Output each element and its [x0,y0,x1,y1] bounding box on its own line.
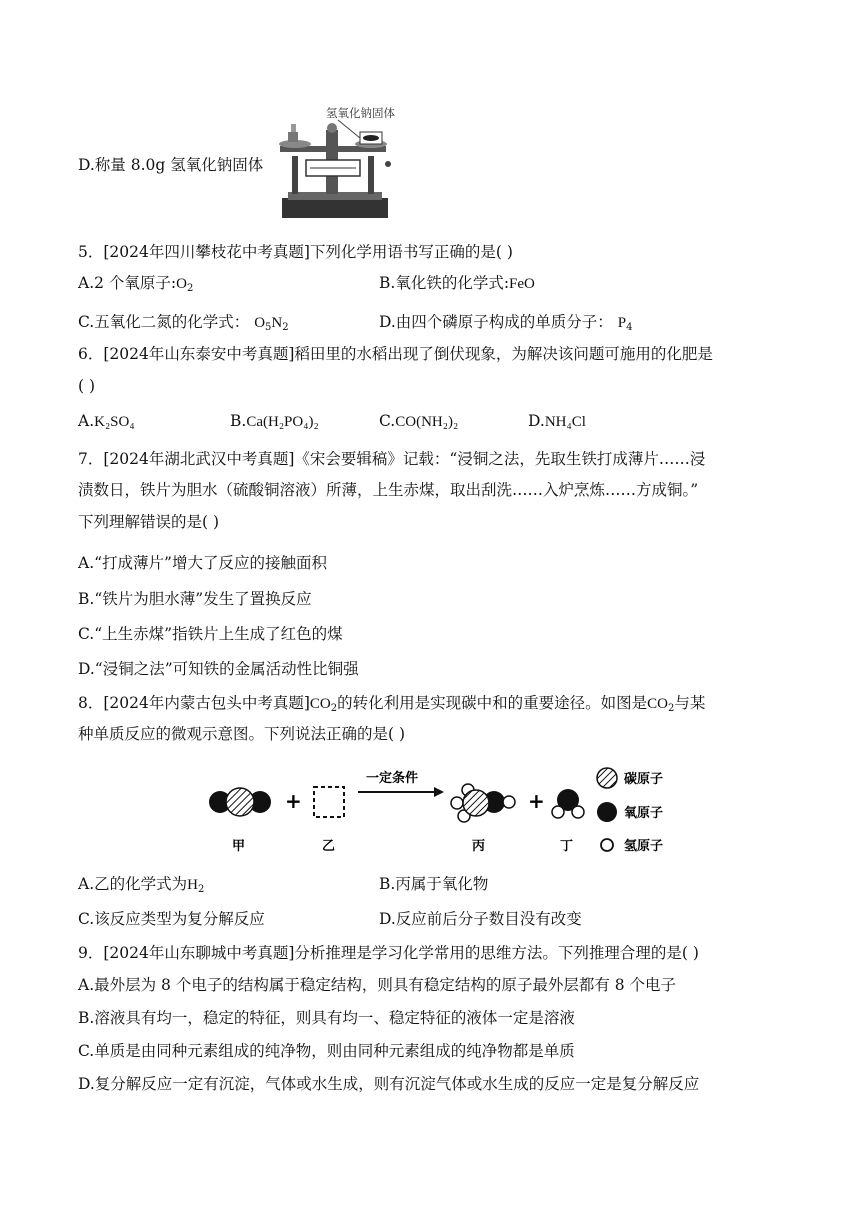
q9-option-c: C.单质是由同种元素组成的纯净物，则由同种元素组成的纯净物都是单质 [78,1042,575,1060]
legend-carbon-symbol [597,768,617,788]
legend-hydrogen: 氢原子 [624,839,664,854]
molecule-yi-box [314,787,344,817]
q6-stem-end: ( ) [78,377,96,395]
q5-stem: 5．[2024年四川攀枝花中考真题]下列化学用语书写正确的是( ) [78,243,513,261]
balance-base [282,198,388,218]
reaction-condition: 一定条件 [366,771,419,786]
q7-stem-line2: 渍数日，铁片为胆水（硫酸铜溶液）所薄，上生赤煤，取出刮洗……入炉烹炼……方成铜。” [78,481,699,499]
label-yi: 乙 [322,839,336,854]
q7-option-b: B.“铁片为胆水薄”发生了置换反应 [78,590,312,608]
legend-oxygen-symbol [597,802,617,822]
q5-option-a: A.2 个氧原子$:O_2$ [78,274,194,294]
q5-option-d: D.由四个磷原子构成的单质分子： $P_4$ [379,313,633,333]
q8-option-d: D.反应前后分子数目没有改变 [379,910,582,928]
q8-stem-line1: 8．[2024年内蒙古包头中考真题]$CO_2$的转化利用是实现碳中和的重要途径。如图是$CO_2$与某 [78,694,706,714]
q6-option-d: D.NH₄Cl [528,412,586,430]
molecule-jia [209,788,271,816]
molecule-bing [451,784,515,822]
q7-option-a: A.“打成薄片”增大了反应的接触面积 [78,554,327,572]
q8-reaction-diagram [200,758,690,862]
q9-stem: 9．[2024年山东聊城中考真题]分析推理是学习化学常用的思维方法。下列推理合理的是( ) [78,944,699,962]
q7-option-c: C.“上生赤煤”指铁片上生成了红色的煤 [78,625,343,643]
label-jia: 甲 [232,839,246,854]
q7-option-d: D.“浸铜之法”可知铁的金属活动性比铜强 [78,660,359,678]
q6-option-a: A.K₂SO₄ [78,412,135,430]
q8-option-c: C.该反应类型为复分解反应 [78,910,265,928]
plus-sign-2: + [528,789,545,813]
q9-option-a: A.最外层为 8 个电子的结构属于稳定结构，则具有稳定结构的原子最外层都有 8 个电子 [78,976,677,994]
q8-stem-line2: 种单质反应的微观示意图。下列说法正确的是( ) [78,725,406,743]
balance-figure [270,100,396,222]
q7-stem-line1: 7．[2024年湖北武汉中考真题]《宋会要辑稿》记载：“浸铜之法，先取生铁打成薄片……浸 [78,450,706,468]
q6-option-c: C.CO(NH₂)₂ [379,412,459,430]
q9-option-b: B.溶液具有均一，稳定的特征，则具有均一、稳定特征的液体一定是溶液 [78,1009,575,1027]
label-ding: 丁 [560,839,574,854]
q5-option-b: B.氧化铁的化学式:FeO [379,274,535,292]
plus-sign-1: + [285,789,302,813]
q8-option-b: B.丙属于氧化物 [379,875,489,893]
label-bing: 丙 [472,839,486,854]
q8-option-a: A.乙的化学式为$H_2$ [78,875,205,895]
q5-option-c: C.五氧化二氮的化学式： $O_5N_2$ [78,313,289,333]
balance-figure-label: 氢氧化钠固体 [326,106,395,120]
molecule-ding [552,789,584,818]
q9-option-d: D.复分解反应一定有沉淀，气体或水生成，则有沉淀气体或水生成的反应一定是复分解反应 [78,1075,700,1093]
legend-hydrogen-symbol [601,839,613,851]
legend-carbon: 碳原子 [624,772,664,787]
legend-oxygen: 氧原子 [624,806,664,821]
q6-stem: 6．[2024年山东泰安中考真题]稻田里的水稻出现了倒伏现象，为解决该问题可施用的化肥是 [78,345,713,363]
q7-stem-line3: 下列理解错误的是( ) [78,513,220,531]
q6-option-b: B.Ca(H₂PO₄)₂ [230,412,319,430]
q4-option-d: D.称量 8.0g 氢氧化钠固体 [78,156,264,174]
